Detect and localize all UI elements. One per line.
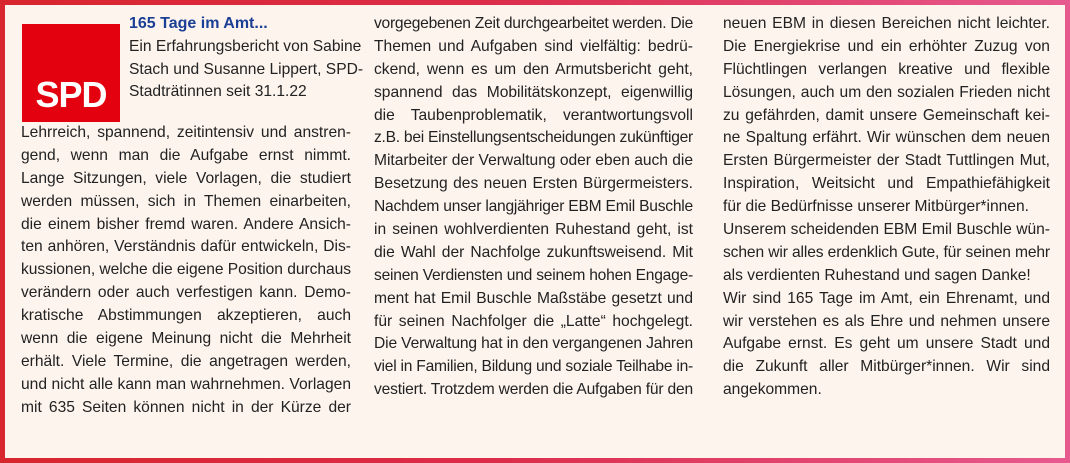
text-line: Nachdem unser langjähriger EBM Emil Buschle bbox=[374, 198, 693, 216]
text-line: ten anhören, Verständnis dafür entwickeln, Dis- bbox=[21, 238, 351, 256]
spd-logo-text: SPD bbox=[35, 74, 107, 115]
article-lead bbox=[129, 36, 364, 104]
text-line: Besetzung des neuen Ersten Bürgermeisters. bbox=[374, 175, 693, 193]
text-line: die Wahl der Nachfolge zukunftsweisend. Mit bbox=[374, 243, 693, 261]
text-line: erhält. Viele Termine, die angetragen werden, bbox=[21, 352, 351, 370]
text-line: Ein Erfahrungsbericht von Sabine bbox=[129, 38, 362, 55]
text-line: Lehrreich, spannend, zeitintensiv und anstren- bbox=[21, 124, 351, 141]
text-line: Die Energiekrise und ein erhöhter Zuzug von bbox=[723, 37, 1050, 55]
text-line: vestiert. Trotzdem werden die Aufgaben für den bbox=[374, 381, 693, 399]
text-line: Die Verwaltung hat in den vergangenen Jahren bbox=[374, 335, 693, 353]
text-line: Ersten Bürgermeister der Stadt Tuttlingen Mut, bbox=[723, 152, 1050, 170]
text-line: als verdienten Ruhestand und sagen Danke! bbox=[723, 266, 1031, 284]
text-line: für seinen Nachfolger die „Latte“ hochgelegt. bbox=[374, 312, 693, 330]
text-line: Stadträtinnen seit 31.1.22 bbox=[129, 83, 307, 101]
text-line: verändern oder auch verfestigen kann. Demo- bbox=[21, 284, 351, 302]
article-title: 165 Tage im Amt... bbox=[129, 15, 268, 32]
article-body bbox=[5, 5, 1065, 458]
text-line: wenn die eigene Meinung nicht die Mehrheit bbox=[21, 330, 351, 348]
text-line: ckend, wenn es um den Armutsbericht geht, bbox=[374, 60, 693, 78]
text-line: ne Spaltung erfährt. Wir wünschen dem neuen bbox=[723, 129, 1050, 147]
text-line: werden müssen, sich in Themen einarbeiten, bbox=[21, 192, 351, 210]
text-line: Flüchtlingen verlangen kreative und flexible bbox=[723, 60, 1050, 78]
text-line: die Taubenproblematik, verantwortungsvoll bbox=[374, 106, 693, 124]
text-line: Unserem scheidenden EBM Emil Buschle wün- bbox=[723, 221, 1050, 239]
text-line: kussionen, welche die eigene Position durchaus bbox=[21, 261, 351, 279]
text-line: Aufgabe ernst. Es geht um unsere Stadt und bbox=[723, 335, 1050, 353]
text-line: für die Bedürfnisse unserer Mitbürger*innen. bbox=[723, 198, 1029, 216]
text-line: neuen EBM in diesen Bereichen nicht leichter. bbox=[723, 15, 1050, 32]
text-column-3 bbox=[723, 13, 1050, 402]
text-line: mit 635 Seiten können nicht in der Kürze der bbox=[21, 398, 351, 416]
text-line: spannend das Mobilitätskonzept, eigenwillig bbox=[374, 83, 693, 101]
text-line: viel in Familien, Bildung und soziale Teilhabe in- bbox=[374, 358, 693, 376]
text-line: die einem bisher fremd waren. Andere Ansich- bbox=[21, 215, 351, 233]
text-line: in seinen wohlverdienten Ruhestand geht, ist bbox=[374, 221, 693, 239]
text-line: wir verstehen es als Ehre und nehmen unsere bbox=[723, 312, 1050, 330]
text-line: und nicht alle kann man wahrnehmen. Vorlagen bbox=[21, 375, 351, 393]
text-line: Themen und Aufgaben sind vielfältig: bedrü- bbox=[374, 37, 693, 55]
text-line: kratische Abstimmungen akzeptieren, auch bbox=[21, 307, 351, 325]
text-line: gend, wenn man die Aufgabe ernst nimmt. bbox=[21, 146, 351, 164]
text-line: Lange Sitzungen, viele Vorlagen, die studiert bbox=[21, 169, 351, 187]
text-line: Mitarbeiter der Verwaltung oder eben auch die bbox=[374, 152, 693, 170]
text-line: z.B. bei Einstellungsentscheidungen zukünftiger bbox=[374, 129, 693, 147]
text-line: angekommen. bbox=[723, 381, 822, 399]
text-line: Stach und Susanne Lippert, SPD- bbox=[129, 60, 364, 78]
text-line: Inspiration, Weitsicht und Empathiefähigkeit bbox=[723, 175, 1050, 193]
text-line: seinen Verdiensten und seinem hohen Engage- bbox=[374, 266, 693, 284]
text-line: vorgegebenen Zeit durchgearbeitet werden. Die bbox=[374, 15, 693, 32]
text-column-2 bbox=[374, 13, 693, 402]
text-line: zu gefährden, damit unsere Gemeinschaft kei- bbox=[723, 106, 1050, 124]
text-line: die Zukunft aller Mitbürger*innen. Wir sind bbox=[723, 358, 1050, 376]
text-line: Lösungen, auch um den sozialen Frieden nicht bbox=[723, 83, 1050, 101]
spd-logo bbox=[22, 24, 120, 122]
text-line: schen wir alles erdenklich Gute, für seinen mehr bbox=[723, 243, 1050, 261]
text-line: ment hat Emil Buschle Maßstäbe gesetzt und bbox=[374, 289, 693, 307]
text-column-1 bbox=[21, 122, 351, 420]
text-line: Wir sind 165 Tage im Amt, ein Ehrenamt, und bbox=[723, 289, 1050, 307]
